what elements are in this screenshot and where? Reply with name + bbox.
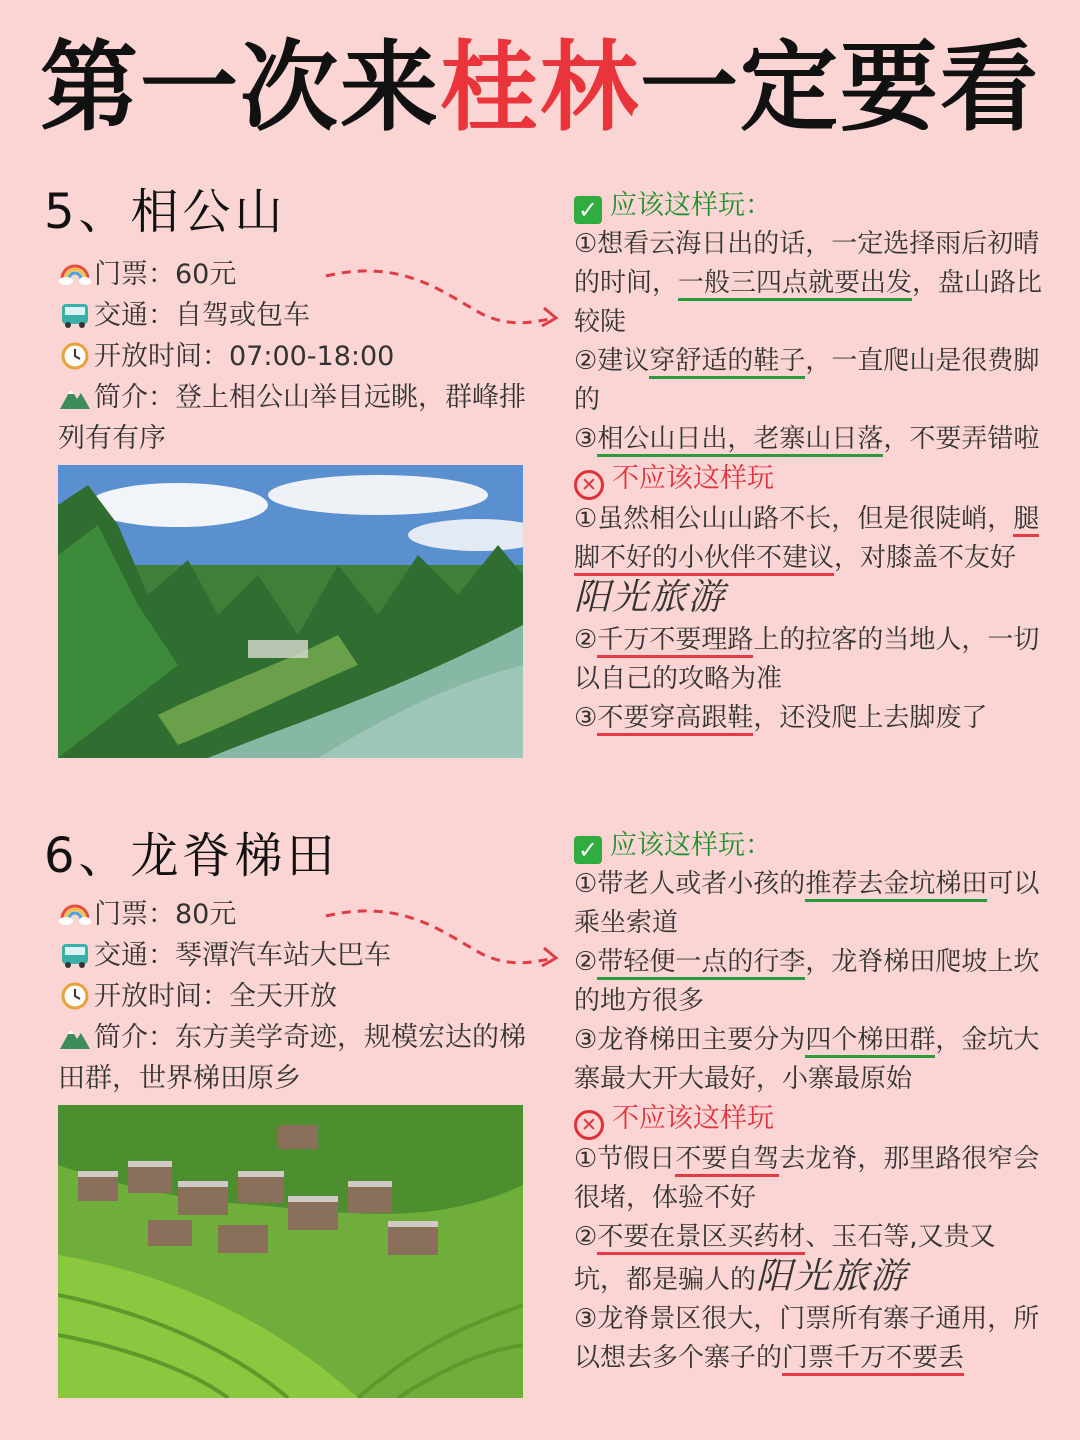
cross-icon: ✕ — [574, 1110, 604, 1140]
hours-row: 开放时间：07:00-18:00 — [58, 336, 538, 377]
tip-item: ①想看云海日出的话，一定选择雨后初晴的时间，一般三四点就要出发，盘山路比较陡 — [574, 229, 1043, 337]
title-highlight: 桂林 — [439, 31, 640, 145]
checkmark-icon: ✓ — [574, 836, 602, 864]
transport-row: 交通：琴潭汽车站大巴车 — [58, 935, 538, 976]
tip-item: ③不要穿高跟鞋，还没爬上去脚废了 — [574, 699, 1044, 738]
rainbow-icon — [58, 899, 92, 929]
hours-row: 开放时间：全天开放 — [58, 976, 538, 1017]
xianggongshan-photo — [58, 465, 523, 758]
watermark-signature: 阳光旅游 — [756, 1256, 909, 1297]
ticket-row: 门票：80元 — [58, 894, 538, 935]
title-part: 一定要看 — [640, 31, 1041, 145]
page-title — [0, 28, 1080, 148]
tip-item: ③龙脊梯田主要分为四个梯田群，金坑大寨最大开大最好，小寨最原始 — [574, 1025, 1040, 1094]
tip-item: ①虽然相公山山路不长，但是很陡峭，腿脚不好的小伙伴不建议，对膝盖不友好 阳光旅游 — [574, 504, 1040, 618]
watermark-signature: 阳光旅游 — [574, 577, 727, 618]
bus-icon — [58, 300, 92, 330]
tips-block-xianggongshan — [574, 186, 1044, 738]
tip-item: ②带轻便一点的行李，龙脊梯田爬坡上坎的地方很多 — [574, 947, 1040, 1016]
dashed-arrow — [322, 902, 562, 972]
transport-row: 交通：自驾或包车 — [58, 295, 538, 336]
bus-icon — [58, 940, 92, 970]
mountain-icon — [58, 382, 92, 412]
checkmark-icon: ✓ — [574, 196, 602, 224]
title-part: 第一次来 — [39, 31, 440, 145]
tip-item: ①节假日不要自驾去龙脊，那里路很窄会很堵，体验不好 — [574, 1144, 1040, 1213]
clock-icon — [58, 341, 92, 371]
mountain-icon — [58, 1022, 92, 1052]
intro-row: 简介：登上相公山举目远眺，群峰排列有有序 — [58, 382, 526, 454]
rainbow-icon — [58, 259, 92, 289]
bad-heading: ✕ 不应该这样玩 — [574, 459, 1044, 500]
tips-block-longji — [574, 826, 1044, 1378]
intro-row: 简介：东方美学奇迹，规模宏达的梯田群，世界梯田原乡 — [58, 1022, 526, 1094]
longji-terraces-photo — [58, 1105, 523, 1398]
section-title-longji: 6、龙脊梯田 — [44, 828, 339, 884]
tip-item: ①带老人或者小孩的推荐去金坑梯田可以乘坐索道 — [574, 869, 1040, 938]
ticket-row: 门票：60元 — [58, 254, 538, 295]
tip-item: ③龙脊景区很大，门票所有寨子通用，所以想去多个寨子的门票千万不要丢 — [574, 1300, 1044, 1378]
tip-item: ②建议穿舒适的鞋子，一直爬山是很费脚的 — [574, 346, 1040, 415]
dashed-arrow — [322, 262, 562, 332]
tip-item: ②千万不要理路上的拉客的当地人，一切以自己的攻略为准 — [574, 625, 1040, 694]
tip-item: ②不要在景区买药材、玉石等,又贵又坑，都是骗人的阳光旅游 — [574, 1222, 996, 1297]
bad-heading: ✕ 不应该这样玩 — [574, 1099, 1044, 1140]
cross-icon: ✕ — [574, 470, 604, 500]
tip-item: ③相公山日出，老寨山日落，不要弄错啦 — [574, 420, 1044, 459]
good-heading: ✓ 应该这样玩： — [574, 826, 1044, 865]
section-title-xianggongshan: 5、相公山 — [44, 184, 287, 240]
good-heading: ✓ 应该这样玩： — [574, 186, 1044, 225]
clock-icon — [58, 981, 92, 1011]
